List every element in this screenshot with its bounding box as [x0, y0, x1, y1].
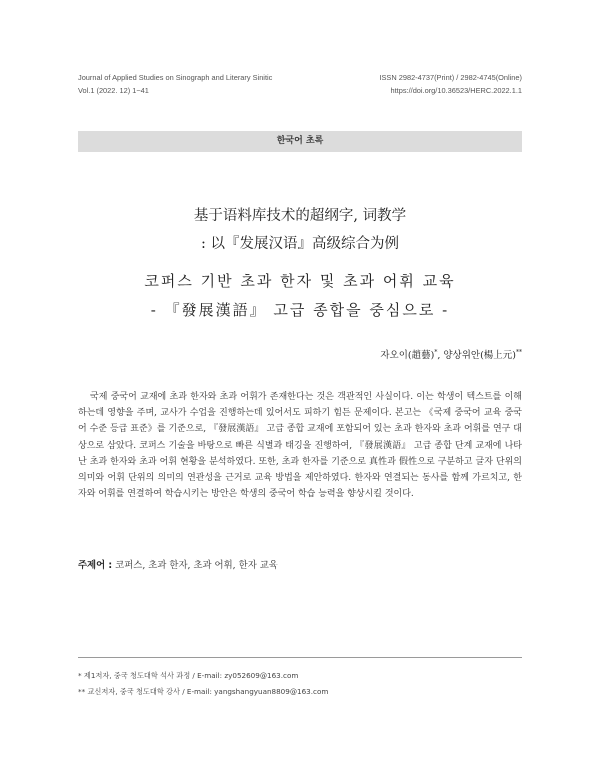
title-ko-line2: - 『發展漢語』 고급 종합을 중심으로 -: [150, 301, 450, 319]
title-zh-line2: : 以『发展汉语』高级综合为例: [201, 236, 399, 252]
journal-header-right: [379, 71, 522, 97]
section-label-bar: 한국어 초록: [78, 131, 522, 152]
journal-header-left: [78, 71, 272, 97]
abstract-text: 국제 중국어 교재에 초과 한자와 초과 어휘가 존재한다는 것은 객관적인 사실이다. 이는 학생이 텍스트를 이해하는데 영향을 주며, 교사가 수업을 진행하는데 있어서도 피하기 힘든 문제이다. 본고는 《국제 중국어 교육 중국어 수준 등급 표준》를 기준으로, 『發展漢語』 고급 종합 교재에 포함되어 있는 초과 한자와 초과 어휘를 연구 대상으로 삼았다. 코퍼스 기술을 바탕으로 빠른 식별과 태깅을 진행하여, 『發展漢語』 고급 종합 단계 교재에 나타난 초과 한자와 초과 어휘 현황을 분석하였다. 또한, 초과 한자를 기준으로 真性과 假性으로 구분하고 글자 단위의 의미와 어휘 단위의 의미의 연관성을 근거로 교육 방법을 제안하였다. 한자와 연결되는 동사를 함께 가르치고, 한자와 어휘를 연결하여 학습시키는 방안은 학생의 중국어 학습 능력을 향상시킬 것이다.: [78, 392, 522, 500]
author-first-mark: *: [434, 348, 438, 356]
author-separator: ,: [437, 350, 444, 361]
title-zh-line1: 基于语料库技术的超纲字, 词教学: [193, 208, 407, 224]
journal-volume: Vol.1 (2022. 12) 1~41: [78, 86, 149, 95]
footnote-divider: [78, 657, 522, 658]
issn: ISSN 2982-4737(Print) / 2982-4745(Online): [379, 73, 522, 82]
author-line: [380, 347, 522, 361]
footnote-1: * 제1저자, 중국 청도대학 석사 과정 / E-mail: zy052609@163.com: [78, 671, 299, 680]
author-second-mark: **: [516, 348, 522, 356]
keywords: [78, 557, 522, 571]
footnote-2: ** 교신저자, 중국 청도대학 강사 / E-mail: yangshangyuan8809@163.com: [78, 687, 329, 696]
keywords-label: 주제어 :: [78, 560, 113, 571]
keywords-list: 코퍼스, 초과 한자, 초과 어휘, 한자 교육: [115, 560, 278, 571]
journal-name: Journal of Applied Studies on Sinograph and Literary Sinitic: [78, 73, 273, 82]
doi-link[interactable]: https://doi.org/10.36523/HERC.2022.1.1: [390, 86, 522, 95]
title-ko-line1: 코퍼스 기반 초과 한자 및 초과 어휘 교육: [144, 272, 456, 290]
author-first: 자오이(趙藝): [380, 350, 435, 361]
author-second: 양상위안(楊上元): [443, 350, 516, 361]
